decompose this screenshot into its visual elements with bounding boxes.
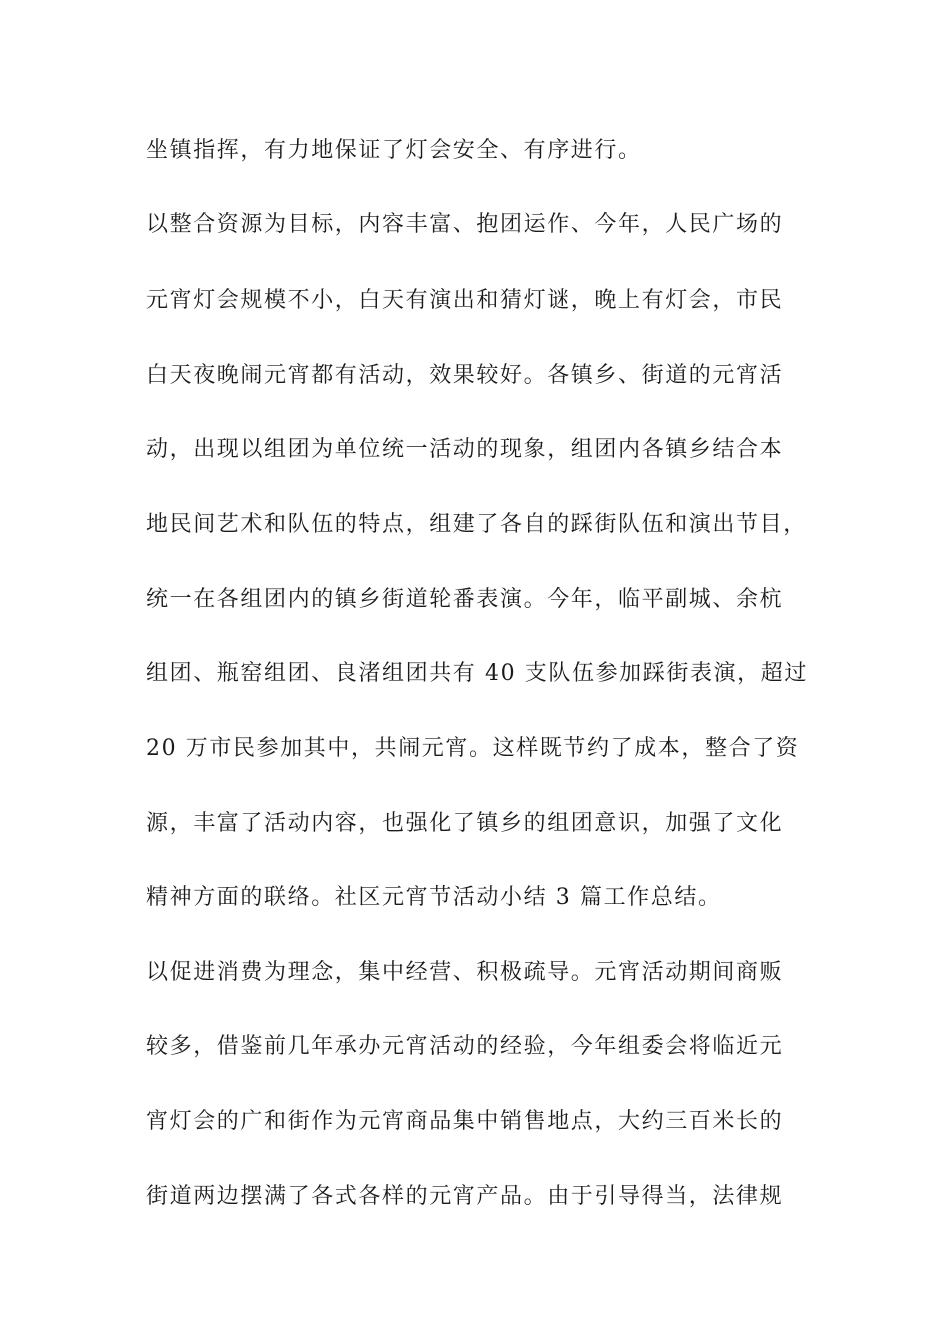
text-line: 20 万市民参加其中，共闹元宵。这样既节约了成本，整合了资: [146, 736, 800, 761]
text-line: 元宵灯会规模不小，白天有演出和猜灯谜，晚上有灯会，市民: [146, 288, 784, 313]
text-line: 地民间艺术和队伍的特点，组建了各自的踩街队伍和演出节目，: [146, 512, 807, 537]
text-line: 统一在各组团内的镇乡街道轮番表演。今年，临平副城、余杭: [146, 587, 784, 612]
text-line: 源，丰富了活动内容，也强化了镇乡的组团意识，加强了文化: [146, 811, 784, 836]
text-line: 以整合资源为目标，内容丰富、抱团运作、今年，人民广场的: [146, 212, 784, 237]
text-line: 街道两边摆满了各式各样的元宵产品。由于引导得当，法律规: [146, 1184, 784, 1209]
text-line: 白天夜晚闹元宵都有活动，效果较好。各镇乡、街道的元宵活: [146, 363, 784, 388]
text-line: 宵灯会的广和街作为元宵商品集中销售地点，大约三百米长的: [146, 1109, 784, 1134]
text-line: 精神方面的联络。社区元宵节活动小结 3 篇工作总结。: [146, 885, 722, 910]
text-line: 较多，借鉴前几年承办元宵活动的经验，今年组委会将临近元: [146, 1034, 784, 1059]
text-line: 以促进消费为理念，集中经营、积极疏导。元宵活动期间商贩: [146, 960, 784, 985]
text-line: 坐镇指挥，有力地保证了灯会安全、有序进行。: [146, 138, 642, 163]
text-line: 组团、瓶窑组团、良渚组团共有 40 支队伍参加踩街表演，超过: [146, 661, 808, 686]
text-line: 动，出现以组团为单位统一活动的现象，组团内各镇乡结合本: [146, 437, 784, 462]
